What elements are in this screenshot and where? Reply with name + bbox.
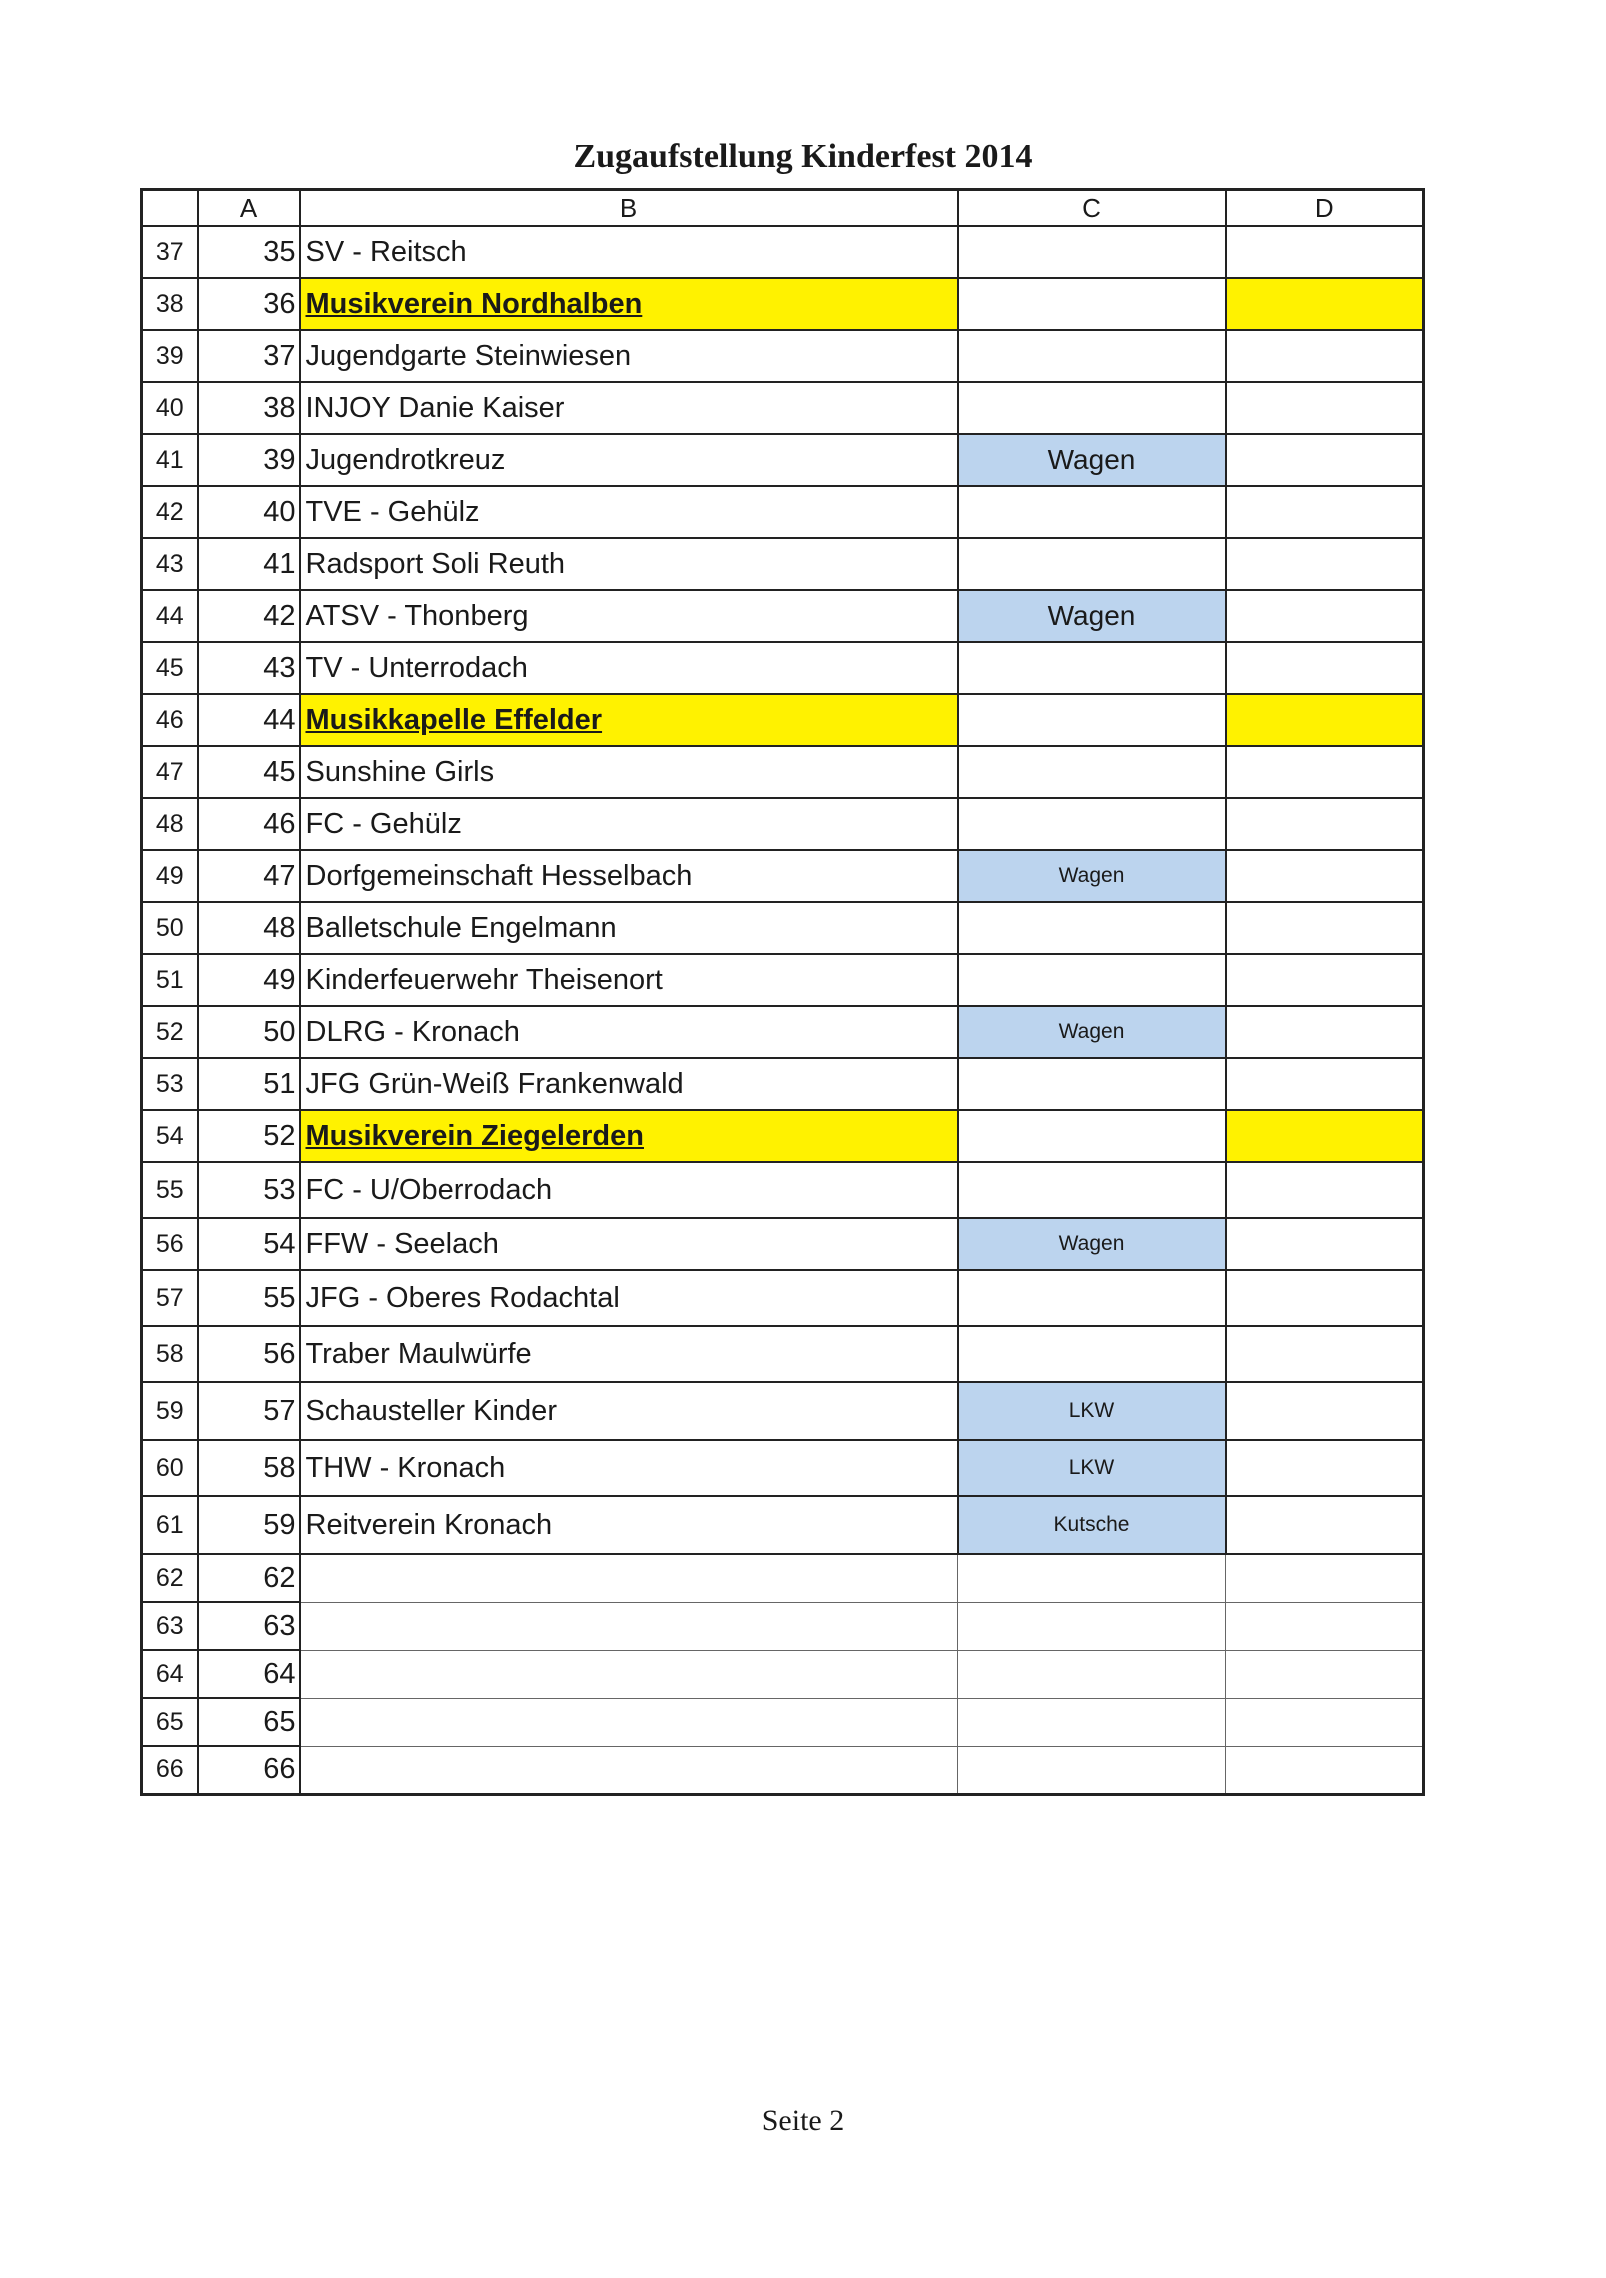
cell-a: 51 <box>198 1058 300 1110</box>
participant-name: ATSV - Thonberg <box>305 599 529 632</box>
cell-c <box>958 1006 1226 1058</box>
table-row <box>142 1110 1424 1162</box>
row-number-cell: 39 <box>142 330 198 382</box>
table-row <box>142 1698 1424 1746</box>
participant-name: Radsport Soli Reuth <box>305 547 566 580</box>
cell-c <box>958 1218 1226 1270</box>
cell-a: 45 <box>198 746 300 798</box>
participant-name: Musikverein Nordhalben <box>305 287 643 320</box>
cell-b <box>300 590 958 642</box>
cell-d <box>1226 1058 1424 1110</box>
cell-b <box>300 330 958 382</box>
table-row <box>142 1162 1424 1218</box>
cell-d <box>1226 1162 1424 1218</box>
table-body <box>142 226 1424 1794</box>
cell-c <box>958 642 1226 694</box>
cell-d <box>1226 1006 1424 1058</box>
cell-d <box>1226 1650 1424 1698</box>
row-number-cell: 37 <box>142 226 198 278</box>
row-number-cell: 62 <box>142 1554 198 1602</box>
participant-name: THW - Kronach <box>305 1451 506 1484</box>
row-number-cell: 47 <box>142 746 198 798</box>
cell-d <box>1226 278 1424 330</box>
cell-b <box>300 902 958 954</box>
cell-a: 53 <box>198 1162 300 1218</box>
cell-a: 42 <box>198 590 300 642</box>
cell-c <box>958 330 1226 382</box>
table-row <box>142 1326 1424 1382</box>
table-row <box>142 746 1424 798</box>
cell-d <box>1226 1382 1424 1440</box>
row-number-cell: 38 <box>142 278 198 330</box>
cell-c <box>958 486 1226 538</box>
vehicle-label: Wagen <box>1058 1232 1125 1255</box>
cell-d <box>1226 1602 1424 1650</box>
row-number-cell: 48 <box>142 798 198 850</box>
row-number-cell: 61 <box>142 1496 198 1554</box>
cell-d <box>1226 486 1424 538</box>
cell-a: 50 <box>198 1006 300 1058</box>
row-number-cell: 44 <box>142 590 198 642</box>
table-row <box>142 1746 1424 1794</box>
participant-name: INJOY Danie Kaiser <box>305 391 565 424</box>
row-number-cell: 42 <box>142 486 198 538</box>
cell-a: 59 <box>198 1496 300 1554</box>
row-number-cell: 40 <box>142 382 198 434</box>
table-row <box>142 1602 1424 1650</box>
cell-c <box>958 1162 1226 1218</box>
row-number-cell: 43 <box>142 538 198 590</box>
cell-b <box>300 694 958 746</box>
participant-name: JFG - Oberes Rodachtal <box>305 1281 620 1314</box>
cell-d <box>1226 330 1424 382</box>
cell-b <box>300 1496 958 1554</box>
cell-c <box>958 1602 1226 1650</box>
row-number-cell: 49 <box>142 850 198 902</box>
table-row <box>142 1382 1424 1440</box>
row-number-cell: 55 <box>142 1162 198 1218</box>
cell-b <box>300 746 958 798</box>
participant-name: Musikkapelle Effelder <box>305 703 603 736</box>
cell-a: 43 <box>198 642 300 694</box>
table-row <box>142 1554 1424 1602</box>
cell-a: 49 <box>198 954 300 1006</box>
cell-a: 38 <box>198 382 300 434</box>
cell-a: 63 <box>198 1602 300 1650</box>
row-number-cell: 45 <box>142 642 198 694</box>
cell-c <box>958 382 1226 434</box>
table-row <box>142 226 1424 278</box>
table-row <box>142 694 1424 746</box>
cell-b <box>300 1326 958 1382</box>
cell-d <box>1226 746 1424 798</box>
participant-name: SV - Reitsch <box>305 235 467 268</box>
cell-a: 65 <box>198 1698 300 1746</box>
cell-d <box>1226 954 1424 1006</box>
cell-b <box>300 1382 958 1440</box>
column-header-corner <box>142 190 198 227</box>
cell-c <box>958 746 1226 798</box>
cell-c <box>958 538 1226 590</box>
table-row <box>142 486 1424 538</box>
cell-d <box>1226 382 1424 434</box>
cell-d <box>1226 1746 1424 1794</box>
table-row <box>142 954 1424 1006</box>
cell-a: 62 <box>198 1554 300 1602</box>
participant-name: TV - Unterrodach <box>305 651 528 684</box>
participant-name: FC - U/Oberrodach <box>305 1173 553 1206</box>
table-row <box>142 538 1424 590</box>
cell-c <box>958 434 1226 486</box>
cell-b <box>300 642 958 694</box>
cell-c <box>958 1382 1226 1440</box>
cell-a: 56 <box>198 1326 300 1382</box>
cell-d <box>1226 798 1424 850</box>
cell-b <box>300 1554 958 1602</box>
cell-c <box>958 694 1226 746</box>
cell-a: 52 <box>198 1110 300 1162</box>
table-row <box>142 798 1424 850</box>
cell-a: 55 <box>198 1270 300 1326</box>
cell-b <box>300 798 958 850</box>
cell-c <box>958 1496 1226 1554</box>
cell-d <box>1226 1110 1424 1162</box>
table-row <box>142 1496 1424 1554</box>
row-number-cell: 53 <box>142 1058 198 1110</box>
cell-d <box>1226 1496 1424 1554</box>
cell-b <box>300 1650 958 1698</box>
column-header-b: B <box>300 190 958 227</box>
table-row <box>142 1440 1424 1496</box>
cell-b <box>300 1218 958 1270</box>
vehicle-label: Wagen <box>1047 600 1136 631</box>
column-header-a: A <box>198 190 300 227</box>
column-header-c: C <box>958 190 1226 227</box>
cell-c <box>958 1270 1226 1326</box>
cell-a: 37 <box>198 330 300 382</box>
participant-name: TVE - Gehülz <box>305 495 480 528</box>
vehicle-label: Kutsche <box>1053 1513 1130 1536</box>
cell-a: 39 <box>198 434 300 486</box>
vehicle-label: LKW <box>1068 1456 1115 1479</box>
row-number-cell: 54 <box>142 1110 198 1162</box>
cell-b <box>300 1746 958 1794</box>
cell-c <box>958 902 1226 954</box>
cell-b <box>300 1602 958 1650</box>
participant-name: FC - Gehülz <box>305 807 462 840</box>
table-row <box>142 902 1424 954</box>
row-number-cell: 51 <box>142 954 198 1006</box>
cell-c <box>958 1554 1226 1602</box>
cell-a: 35 <box>198 226 300 278</box>
participant-name: JFG Grün-Weiß Frankenwald <box>305 1067 684 1100</box>
cell-b <box>300 382 958 434</box>
row-number-cell: 64 <box>142 1650 198 1698</box>
cell-d <box>1226 590 1424 642</box>
page-footer: Seite 2 <box>761 2104 845 2137</box>
row-number-cell: 65 <box>142 1698 198 1746</box>
cell-d <box>1226 1554 1424 1602</box>
cell-a: 41 <box>198 538 300 590</box>
row-number-cell: 41 <box>142 434 198 486</box>
cell-c <box>958 1440 1226 1496</box>
table-row <box>142 1218 1424 1270</box>
participant-name: Sunshine Girls <box>305 755 495 788</box>
table-row <box>142 1058 1424 1110</box>
cell-d <box>1226 1698 1424 1746</box>
cell-b <box>300 1110 958 1162</box>
participant-name: Reitverein Kronach <box>305 1508 553 1541</box>
cell-b <box>300 1162 958 1218</box>
vehicle-label: Wagen <box>1058 864 1125 887</box>
cell-d <box>1226 1440 1424 1496</box>
table-row <box>142 434 1424 486</box>
cell-c <box>958 850 1226 902</box>
cell-d <box>1226 642 1424 694</box>
cell-b <box>300 1058 958 1110</box>
cell-a: 54 <box>198 1218 300 1270</box>
cell-d <box>1226 538 1424 590</box>
cell-c <box>958 278 1226 330</box>
cell-d <box>1226 694 1424 746</box>
table-row <box>142 642 1424 694</box>
cell-c <box>958 1650 1226 1698</box>
cell-b <box>300 954 958 1006</box>
vehicle-label: Wagen <box>1047 444 1136 475</box>
cell-d <box>1226 434 1424 486</box>
cell-b <box>300 1006 958 1058</box>
cell-a: 58 <box>198 1440 300 1496</box>
table-row <box>142 1270 1424 1326</box>
vehicle-label: Wagen <box>1058 1020 1125 1043</box>
row-number-cell: 46 <box>142 694 198 746</box>
cell-a: 40 <box>198 486 300 538</box>
table-row <box>142 330 1424 382</box>
row-number-cell: 58 <box>142 1326 198 1382</box>
participant-name: Jugendgarte Steinwiesen <box>305 339 632 372</box>
participant-name: Musikverein Ziegelerden <box>305 1119 644 1152</box>
cell-b <box>300 1270 958 1326</box>
cell-a: 36 <box>198 278 300 330</box>
participant-name: Traber Maulwürfe <box>305 1337 532 1370</box>
row-number-cell: 63 <box>142 1602 198 1650</box>
table-row <box>142 382 1424 434</box>
cell-a: 66 <box>198 1746 300 1794</box>
row-number-cell: 57 <box>142 1270 198 1326</box>
participant-name: Balletschule Engelmann <box>305 911 617 944</box>
cell-d <box>1226 1270 1424 1326</box>
participant-name: DLRG - Kronach <box>305 1015 520 1048</box>
cell-d <box>1226 226 1424 278</box>
spreadsheet-table <box>140 188 1425 1796</box>
cell-d <box>1226 1326 1424 1382</box>
participant-name: Schausteller Kinder <box>305 1394 557 1427</box>
row-number-cell: 52 <box>142 1006 198 1058</box>
row-number-cell: 50 <box>142 902 198 954</box>
cell-a: 46 <box>198 798 300 850</box>
cell-b <box>300 1698 958 1746</box>
participant-name: Jugendrotkreuz <box>305 443 506 476</box>
cell-a: 47 <box>198 850 300 902</box>
cell-b <box>300 486 958 538</box>
cell-b <box>300 538 958 590</box>
row-number-cell: 56 <box>142 1218 198 1270</box>
column-header-d: D <box>1226 190 1424 227</box>
table-row <box>142 278 1424 330</box>
participant-name: Kinderfeuerwehr Theisenort <box>305 963 663 996</box>
participant-name: FFW - Seelach <box>305 1227 499 1260</box>
table-row <box>142 590 1424 642</box>
cell-d <box>1226 902 1424 954</box>
row-number-cell: 59 <box>142 1382 198 1440</box>
cell-b <box>300 1440 958 1496</box>
cell-a: 44 <box>198 694 300 746</box>
cell-c <box>958 954 1226 1006</box>
cell-d <box>1226 1218 1424 1270</box>
cell-b <box>300 850 958 902</box>
table-row <box>142 850 1424 902</box>
cell-c <box>958 1698 1226 1746</box>
cell-a: 64 <box>198 1650 300 1698</box>
cell-a: 48 <box>198 902 300 954</box>
cell-a: 57 <box>198 1382 300 1440</box>
cell-c <box>958 590 1226 642</box>
table-row <box>142 1006 1424 1058</box>
cell-c <box>958 798 1226 850</box>
cell-c <box>958 1746 1226 1794</box>
row-number-cell: 66 <box>142 1746 198 1794</box>
cell-c <box>958 1326 1226 1382</box>
table-row <box>142 1650 1424 1698</box>
column-header-row <box>142 190 1424 227</box>
cell-b <box>300 226 958 278</box>
cell-d <box>1226 850 1424 902</box>
page-title: Zugaufstellung Kinderfest 2014 <box>573 138 1033 175</box>
vehicle-label: LKW <box>1068 1399 1115 1422</box>
cell-b <box>300 434 958 486</box>
cell-b <box>300 278 958 330</box>
cell-c <box>958 1058 1226 1110</box>
row-number-cell: 60 <box>142 1440 198 1496</box>
participant-name: Dorfgemeinschaft Hesselbach <box>305 859 693 892</box>
cell-c <box>958 226 1226 278</box>
cell-c <box>958 1110 1226 1162</box>
